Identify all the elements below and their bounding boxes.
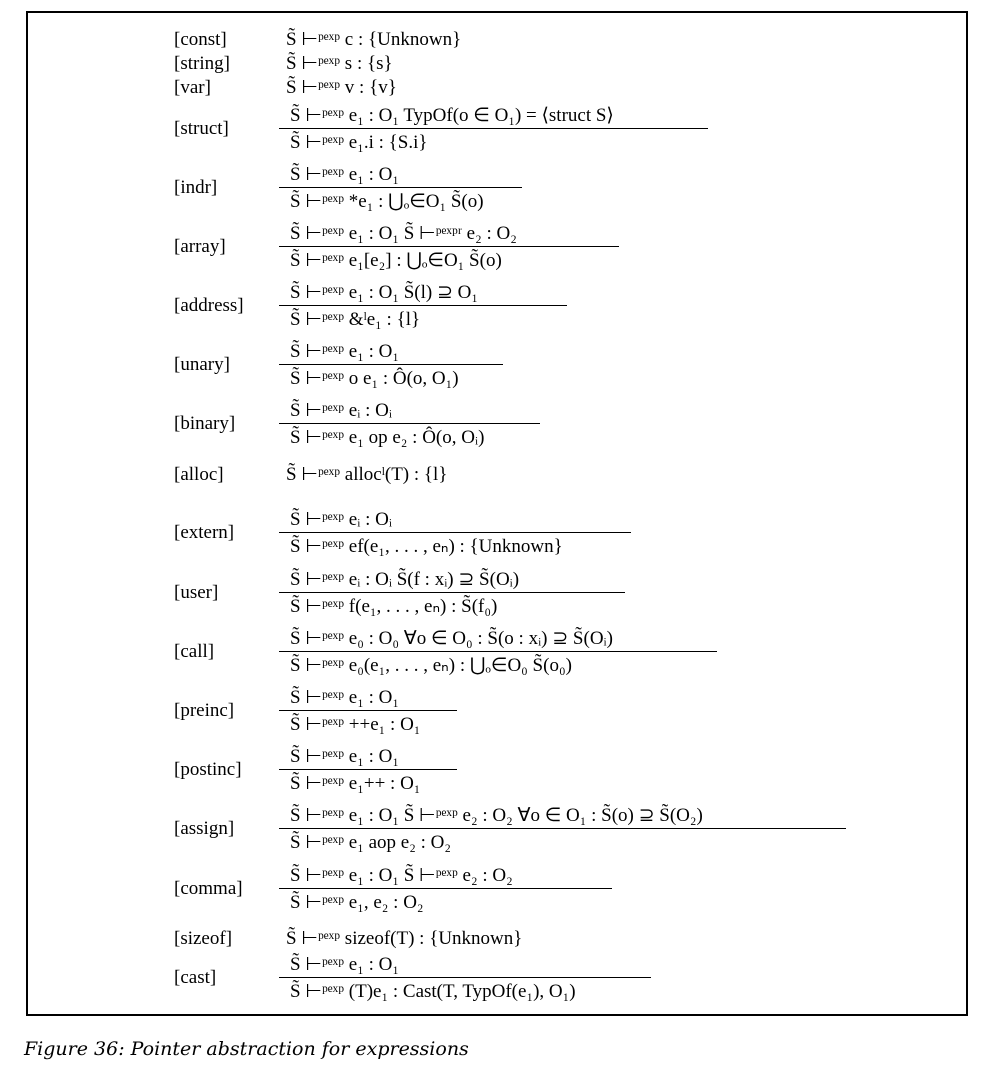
rule-conclusion-binary: S̃ ⊢ᵖᵉˣᵖ e₁ op e₂ : Ô(o, Oᵢ): [290, 427, 485, 448]
rule-label-cast: [cast]: [174, 967, 217, 988]
rule-premise-unary: S̃ ⊢ᵖᵉˣᵖ e₁ : O₁: [290, 341, 399, 362]
rule-conclusion-struct: S̃ ⊢ᵖᵉˣᵖ e₁.i : {S.i}: [290, 132, 428, 153]
rule-formula-const: S̃ ⊢ᵖᵉˣᵖ c : {Unknown}: [286, 29, 462, 50]
rule-label-call: [call]: [174, 641, 215, 662]
inference-bar-struct: [279, 128, 708, 129]
rule-conclusion-address: S̃ ⊢ᵖᵉˣᵖ &ˡe₁ : {l}: [290, 309, 421, 330]
rule-conclusion-call: S̃ ⊢ᵖᵉˣᵖ e₀(e₁, . . . , eₙ) : ⋃ₒ∈O₀ S̃(o₀): [290, 655, 572, 676]
rule-premise-struct: S̃ ⊢ᵖᵉˣᵖ e₁ : O₁ TypOf(o ∈ O₁) = ⟨struct S⟩: [290, 105, 614, 126]
rule-label-unary: [unary]: [174, 354, 230, 375]
rule-label-struct: [struct]: [174, 118, 229, 139]
inference-bar-comma: [279, 888, 612, 889]
rule-conclusion-preinc: S̃ ⊢ᵖᵉˣᵖ ++e₁ : O₁: [290, 714, 421, 735]
rule-label-user: [user]: [174, 582, 219, 603]
rule-conclusion-unary: S̃ ⊢ᵖᵉˣᵖ o e₁ : Ô(o, O₁): [290, 368, 459, 389]
inference-bar-unary: [279, 364, 503, 365]
rule-premise-call: S̃ ⊢ᵖᵉˣᵖ e₀ : O₀ ∀o ∈ O₀ : S̃(o : xᵢ) ⊇ S̃(Oᵢ): [290, 628, 613, 649]
inference-bar-cast: [279, 977, 651, 978]
rule-premise-cast: S̃ ⊢ᵖᵉˣᵖ e₁ : O₁: [290, 954, 399, 975]
rule-premise-extern: S̃ ⊢ᵖᵉˣᵖ eᵢ : Oᵢ: [290, 509, 392, 530]
inference-bar-call: [279, 651, 717, 652]
rule-formula-alloc: S̃ ⊢ᵖᵉˣᵖ allocˡ(T) : {l}: [286, 464, 448, 485]
rule-label-indr: [indr]: [174, 177, 218, 198]
rule-label-string: [string]: [174, 53, 230, 74]
rule-conclusion-assign: S̃ ⊢ᵖᵉˣᵖ e₁ aop e₂ : O₂: [290, 832, 451, 853]
inference-bar-assign: [279, 828, 846, 829]
rule-premise-preinc: S̃ ⊢ᵖᵉˣᵖ e₁ : O₁: [290, 687, 399, 708]
inference-bar-postinc: [279, 769, 457, 770]
rule-label-comma: [comma]: [174, 878, 243, 899]
rule-premise-user: S̃ ⊢ᵖᵉˣᵖ eᵢ : Oᵢ S̃(f : xᵢ) ⊇ S̃(Oᵢ): [290, 569, 520, 590]
rule-label-array: [array]: [174, 236, 226, 257]
rule-label-alloc: [alloc]: [174, 464, 224, 485]
rule-label-extern: [extern]: [174, 522, 235, 543]
inference-bar-address: [279, 305, 567, 306]
rule-conclusion-extern: S̃ ⊢ᵖᵉˣᵖ ef(e₁, . . . , eₙ) : {Unknown}: [290, 536, 563, 557]
rule-conclusion-postinc: S̃ ⊢ᵖᵉˣᵖ e₁++ : O₁: [290, 773, 421, 794]
rule-label-address: [address]: [174, 295, 244, 316]
inference-bar-indr: [279, 187, 522, 188]
rule-premise-address: S̃ ⊢ᵖᵉˣᵖ e₁ : O₁ S̃(l) ⊇ O₁: [290, 282, 478, 303]
inference-bar-user: [279, 592, 625, 593]
rule-premise-comma: S̃ ⊢ᵖᵉˣᵖ e₁ : O₁ S̃ ⊢ᵖᵉˣᵖ e₂ : O₂: [290, 865, 513, 886]
rule-label-var: [var]: [174, 77, 211, 98]
rule-conclusion-comma: S̃ ⊢ᵖᵉˣᵖ e₁, e₂ : O₂: [290, 892, 424, 913]
rule-label-postinc: [postinc]: [174, 759, 242, 780]
rule-premise-array: S̃ ⊢ᵖᵉˣᵖ e₁ : O₁ S̃ ⊢ᵖᵉˣᵖʳ e₂ : O₂: [290, 223, 517, 244]
rule-label-const: [const]: [174, 29, 227, 50]
rule-label-preinc: [preinc]: [174, 700, 235, 721]
rule-premise-assign: S̃ ⊢ᵖᵉˣᵖ e₁ : O₁ S̃ ⊢ᵖᵉˣᵖ e₂ : O₂ ∀o ∈ O₁ : S̃(o) ⊇ S̃(O₂): [290, 805, 703, 826]
rule-premise-indr: S̃ ⊢ᵖᵉˣᵖ e₁ : O₁: [290, 164, 399, 185]
inference-bar-preinc: [279, 710, 457, 711]
inference-bar-extern: [279, 532, 631, 533]
inference-bar-array: [279, 246, 619, 247]
rule-formula-var: S̃ ⊢ᵖᵉˣᵖ v : {v}: [286, 77, 397, 98]
rule-premise-binary: S̃ ⊢ᵖᵉˣᵖ eᵢ : Oᵢ: [290, 400, 392, 421]
rule-conclusion-indr: S̃ ⊢ᵖᵉˣᵖ *e₁ : ⋃ₒ∈O₁ S̃(o): [290, 191, 484, 212]
rule-formula-string: S̃ ⊢ᵖᵉˣᵖ s : {s}: [286, 53, 393, 74]
rule-formula-sizeof: S̃ ⊢ᵖᵉˣᵖ sizeof(T) : {Unknown}: [286, 928, 523, 949]
rule-conclusion-user: S̃ ⊢ᵖᵉˣᵖ f(e₁, . . . , eₙ) : S̃(f₀): [290, 596, 498, 617]
rule-label-sizeof: [sizeof]: [174, 928, 233, 949]
rule-conclusion-array: S̃ ⊢ᵖᵉˣᵖ e₁[e₂] : ⋃ₒ∈O₁ S̃(o): [290, 250, 502, 271]
rule-premise-postinc: S̃ ⊢ᵖᵉˣᵖ e₁ : O₁: [290, 746, 399, 767]
rule-conclusion-cast: S̃ ⊢ᵖᵉˣᵖ (T)e₁ : Cast(T, TypOf(e₁), O₁): [290, 981, 576, 1002]
rule-label-binary: [binary]: [174, 413, 236, 434]
rule-label-assign: [assign]: [174, 818, 235, 839]
inference-bar-binary: [279, 423, 540, 424]
figure-caption: Figure 36: Pointer abstraction for expressions: [24, 1038, 469, 1060]
